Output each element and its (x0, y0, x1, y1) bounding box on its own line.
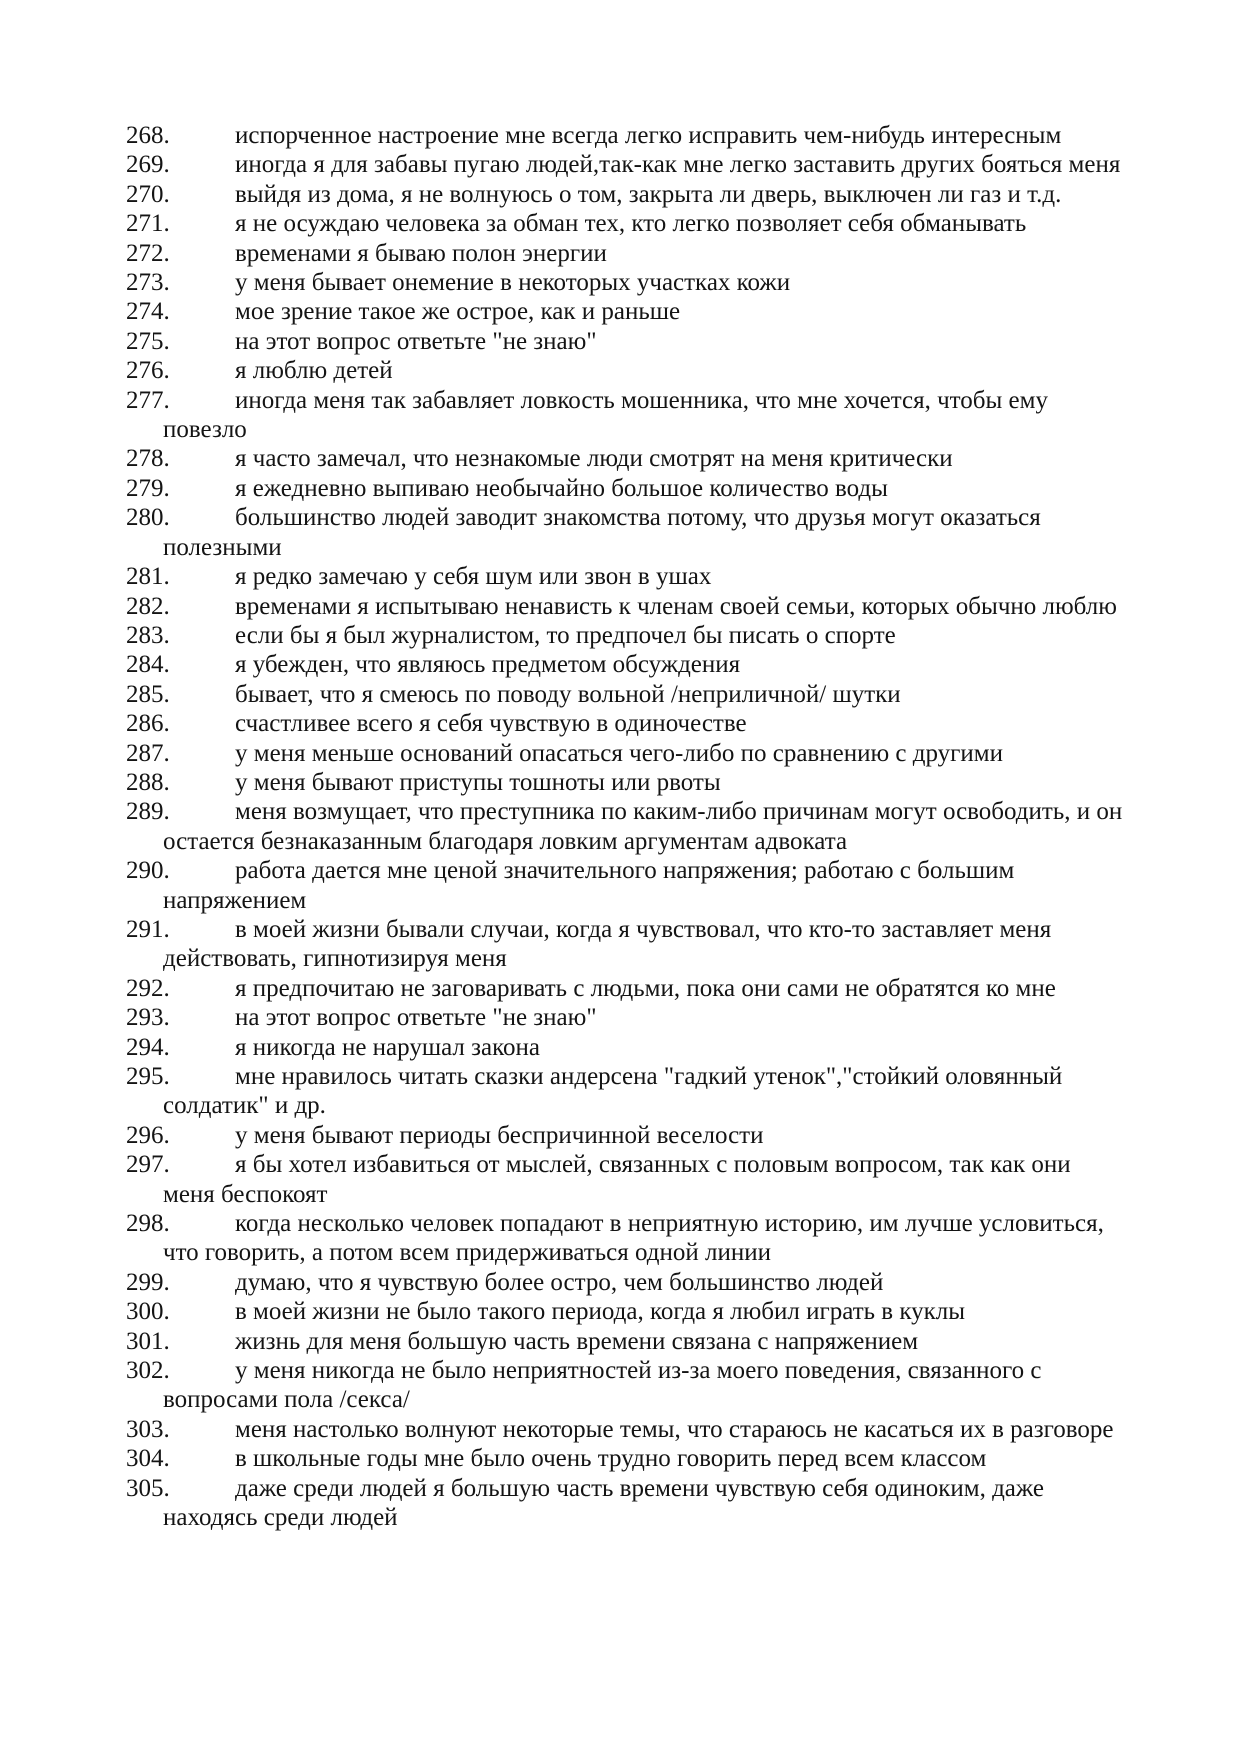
question-text: временами я испытываю ненависть к членам своей семьи, которых обычно люблю (235, 592, 1117, 620)
question-item (126, 915, 1128, 974)
question-number: 294. (126, 1033, 170, 1061)
question-text: если бы я был журналистом, то предпочел бы писать о спорте (235, 621, 896, 649)
question-number: 281. (126, 563, 170, 591)
question-text: я убежден, что являюсь предметом обсуждения (235, 651, 741, 679)
question-item (126, 856, 1128, 915)
question-number: 275. (126, 327, 170, 355)
question-text: я предпочитаю не заговаривать с людьми, пока они сами не обратятся ко мне (235, 974, 1056, 1002)
question-text: у меня меньше оснований опасаться чего-либо по сравнению с другими (235, 739, 1003, 767)
question-number: 279. (126, 474, 170, 502)
question-text: временами я бываю полон энергии (235, 239, 607, 267)
question-item (126, 1150, 1128, 1209)
question-item (126, 1121, 1128, 1150)
question-number: 286. (126, 710, 170, 738)
question-item (126, 1415, 1128, 1444)
question-number: 268. (126, 122, 170, 149)
question-text: у меня бывает онемение в некоторых участках кожи (235, 269, 791, 297)
question-number: 299. (126, 1268, 170, 1296)
question-number: 295. (126, 1063, 170, 1090)
question-text: работа дается мне ценой значительного напряжения; работаю с большим напряжением (163, 857, 1015, 914)
question-text: в моей жизни не было такого периода, когда я любил играть в куклы (235, 1298, 966, 1326)
question-text: бывает, что я смеюсь по поводу вольной /неприличной/ шутки (235, 680, 901, 708)
question-number: 284. (126, 651, 170, 679)
question-number: 282. (126, 592, 170, 620)
question-text: счастливее всего я себя чувствую в одиночестве (235, 710, 747, 738)
question-number: 301. (126, 1327, 170, 1355)
question-text: в школьные годы мне было очень трудно говорить перед всем классом (235, 1445, 987, 1473)
question-item (126, 680, 1128, 709)
question-number: 297. (126, 1151, 170, 1179)
question-number: 292. (126, 974, 170, 1002)
question-item (126, 797, 1128, 856)
question-item (126, 650, 1128, 679)
question-item (126, 239, 1128, 268)
question-item (126, 297, 1128, 326)
question-text: на этот вопрос ответьте "не знаю" (235, 327, 597, 355)
question-number: 277. (126, 386, 170, 414)
question-item (126, 1327, 1128, 1356)
question-item (126, 1444, 1128, 1473)
question-text: меня настолько волнуют некоторые темы, что стараюсь не касаться их в разговоре (235, 1415, 1114, 1443)
question-list (0, 121, 1240, 1533)
question-number: 305. (126, 1474, 170, 1502)
question-item (126, 621, 1128, 650)
question-text: я бы хотел избавиться от мыслей, связанных с половым вопросом, так как они меня беспокоят (163, 1151, 1071, 1208)
question-text: жизнь для меня большую часть времени связана с напряжением (235, 1327, 919, 1355)
question-text: когда несколько человек попадают в неприятную историю, им лучше условиться, что говорить, а потом всем придерживаться одной линии (163, 1210, 1104, 1267)
question-text: меня возмущает, что преступника по каким-либо причинам могут освободить, и он остается безнаказанным благодаря ловким аргументам адвоката (163, 798, 1123, 855)
question-text: мне нравилось читать сказки андерсена "гадкий утенок","стойкий оловянный солдатик" и др. (163, 1063, 1063, 1120)
question-number: 270. (126, 180, 170, 208)
question-item (126, 180, 1128, 209)
question-number: 285. (126, 680, 170, 708)
question-number: 300. (126, 1298, 170, 1326)
question-item (126, 1003, 1128, 1032)
question-item (126, 503, 1128, 562)
question-text: выйдя из дома, я не волнуюсь о том, закрыта ли дверь, выключен ли газ и т.д. (235, 180, 1062, 208)
question-item (126, 386, 1128, 445)
question-item (126, 327, 1128, 356)
question-text: иногда я для забавы пугаю людей,так-как мне легко заставить других бояться меня (235, 151, 1121, 179)
question-text: в моей жизни бывали случаи, когда я чувствовал, что кто-то заставляет меня действовать, гипнотизируя меня (163, 915, 1052, 973)
question-number: 269. (126, 151, 170, 179)
question-number: 289. (126, 798, 170, 826)
question-number: 272. (126, 239, 170, 267)
question-item (126, 1033, 1128, 1062)
question-text: на этот вопрос ответьте "не знаю" (235, 1004, 597, 1032)
question-text: я редко замечаю у себя шум или звон в ушах (235, 563, 712, 591)
question-number: 293. (126, 1004, 170, 1032)
question-number: 302. (126, 1357, 170, 1385)
question-text: я люблю детей (235, 357, 393, 385)
question-number: 288. (126, 768, 170, 796)
question-text: думаю, что я чувствую более остро, чем большинство людей (235, 1268, 884, 1296)
question-text: испорченное настроение мне всегда легко исправить чем-нибудь интересным (235, 122, 1062, 149)
question-number: 274. (126, 298, 170, 326)
question-item (126, 562, 1128, 591)
question-item (126, 1209, 1128, 1268)
question-number: 280. (126, 504, 170, 532)
question-text: у меня бывают периоды беспричинной веселости (235, 1121, 764, 1149)
question-item (126, 974, 1128, 1003)
question-number: 283. (126, 621, 170, 649)
question-text: у меня никогда не было неприятностей из-за моего поведения, связанного с вопросами пола /секса/ (163, 1357, 1042, 1414)
question-number: 276. (126, 357, 170, 385)
question-number: 271. (126, 210, 170, 238)
question-item (126, 268, 1128, 297)
question-number: 298. (126, 1210, 170, 1238)
question-text: даже среди людей я большую часть времени чувствую себя одиноким, даже находясь среди людей (163, 1474, 1044, 1532)
question-item (126, 709, 1128, 738)
question-item (126, 1268, 1128, 1297)
question-text: иногда меня так забавляет ловкость мошенника, что мне хочется, чтобы ему повезло (163, 386, 1048, 444)
question-item (126, 1474, 1128, 1533)
question-number: 304. (126, 1445, 170, 1473)
question-text: я никогда не нарушал закона (235, 1033, 540, 1061)
question-item (126, 592, 1128, 621)
question-text: я часто замечал, что незнакомые люди смотрят на меня критически (235, 445, 953, 473)
question-number: 278. (126, 445, 170, 473)
question-text: у меня бывают приступы тошноты или рвоты (235, 768, 721, 796)
question-text: большинство людей заводит знакомства потому, что друзья могут оказаться полезными (163, 504, 1041, 561)
question-text: мое зрение такое же острое, как и раньше (235, 298, 681, 326)
question-item (126, 150, 1128, 179)
question-item (126, 474, 1128, 503)
question-number: 296. (126, 1121, 170, 1149)
question-text: я ежедневно выпиваю необычайно большое количество воды (235, 474, 888, 502)
question-item (126, 1297, 1128, 1326)
question-item (126, 209, 1128, 238)
question-number: 273. (126, 269, 170, 297)
question-number: 291. (126, 915, 170, 943)
question-item (126, 1062, 1128, 1121)
question-item (126, 356, 1128, 385)
question-item (126, 1356, 1128, 1415)
question-text: я не осуждаю человека за обман тех, кто легко позволяет себя обманывать (235, 210, 1027, 238)
question-item (126, 739, 1128, 768)
question-item (126, 121, 1128, 150)
question-number: 303. (126, 1415, 170, 1443)
question-number: 290. (126, 857, 170, 885)
question-item (126, 444, 1128, 473)
question-number: 287. (126, 739, 170, 767)
question-item (126, 768, 1128, 797)
